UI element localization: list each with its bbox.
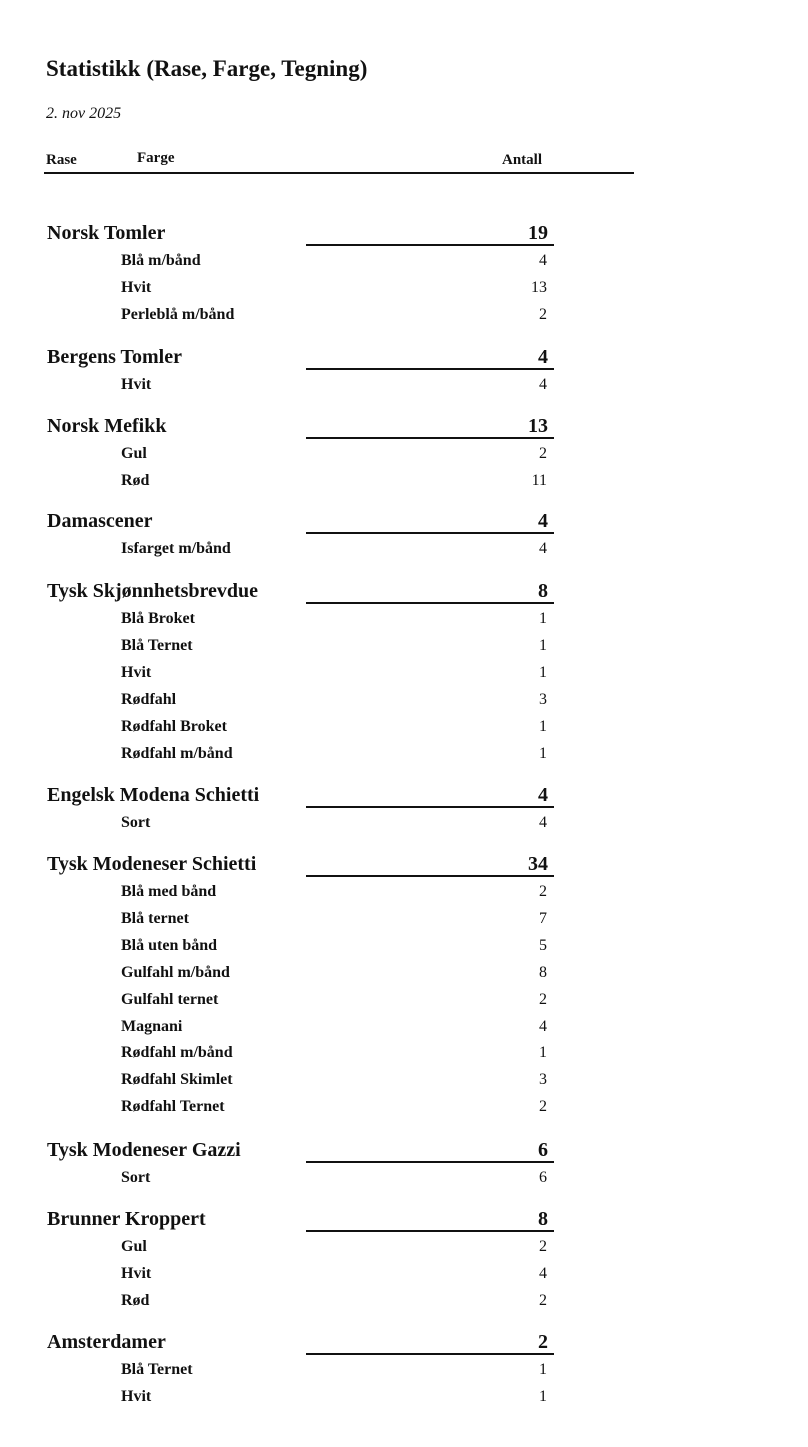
color-row bbox=[0, 376, 808, 398]
breed-row bbox=[0, 510, 808, 536]
breed-underline bbox=[306, 532, 554, 534]
color-name: Rødfahl Broket bbox=[121, 718, 227, 735]
color-count: 7 bbox=[539, 910, 547, 927]
column-header-farge: Farge bbox=[137, 150, 175, 166]
color-count: 2 bbox=[539, 1292, 547, 1309]
color-row bbox=[0, 1238, 808, 1260]
color-row bbox=[0, 1388, 808, 1410]
color-count: 1 bbox=[539, 610, 547, 627]
breed-name: Tysk Modeneser Gazzi bbox=[47, 1139, 241, 1161]
color-count: 13 bbox=[531, 279, 547, 296]
breed-total: 4 bbox=[538, 346, 548, 368]
page-title: Statistikk (Rase, Farge, Tegning) bbox=[46, 56, 368, 81]
color-name: Rødfahl Skimlet bbox=[121, 1071, 233, 1088]
column-header-rase: Rase bbox=[46, 152, 77, 168]
color-name: Rødfahl bbox=[121, 691, 177, 708]
color-count: 11 bbox=[531, 472, 547, 489]
color-count: 2 bbox=[539, 1098, 547, 1115]
breed-name: Amsterdamer bbox=[47, 1331, 166, 1353]
color-row bbox=[0, 1169, 808, 1191]
color-name: Rød bbox=[121, 472, 150, 489]
breed-row bbox=[0, 1208, 808, 1234]
color-row bbox=[0, 306, 808, 328]
color-row bbox=[0, 718, 808, 740]
color-row bbox=[0, 1098, 808, 1120]
color-count: 1 bbox=[539, 1361, 547, 1378]
breed-underline bbox=[306, 1230, 554, 1232]
color-count: 4 bbox=[539, 814, 547, 831]
color-name: Hvit bbox=[121, 664, 152, 681]
color-name: Rødfahl m/bånd bbox=[121, 745, 233, 762]
column-header-antall: Antall bbox=[502, 152, 543, 168]
color-count: 8 bbox=[539, 964, 547, 981]
breed-row bbox=[0, 222, 808, 248]
color-name: Blå med bånd bbox=[121, 883, 217, 900]
color-count: 4 bbox=[539, 252, 547, 269]
breed-total: 19 bbox=[528, 222, 548, 244]
breed-row bbox=[0, 853, 808, 879]
breed-underline bbox=[306, 368, 554, 370]
color-name: Blå ternet bbox=[121, 910, 189, 927]
color-row bbox=[0, 445, 808, 467]
color-row bbox=[0, 814, 808, 836]
color-row bbox=[0, 637, 808, 659]
color-name: Gulfahl ternet bbox=[121, 991, 219, 1008]
color-row bbox=[0, 279, 808, 301]
color-row bbox=[0, 937, 808, 959]
breed-row bbox=[0, 580, 808, 606]
color-row bbox=[0, 745, 808, 767]
color-row bbox=[0, 472, 808, 494]
breed-row bbox=[0, 415, 808, 441]
color-row bbox=[0, 964, 808, 986]
color-name: Gul bbox=[121, 445, 147, 462]
breed-underline bbox=[306, 244, 554, 246]
color-name: Blå m/bånd bbox=[121, 252, 201, 269]
color-row bbox=[0, 664, 808, 686]
color-count: 1 bbox=[539, 1388, 547, 1405]
color-count: 4 bbox=[539, 1018, 547, 1035]
color-count: 2 bbox=[539, 445, 547, 462]
color-name: Isfarget m/bånd bbox=[121, 540, 231, 557]
breed-name: Brunner Kroppert bbox=[47, 1208, 206, 1230]
color-row bbox=[0, 691, 808, 713]
color-count: 3 bbox=[539, 1071, 547, 1088]
color-row bbox=[0, 1361, 808, 1383]
color-row bbox=[0, 1044, 808, 1066]
color-row bbox=[0, 610, 808, 632]
color-row bbox=[0, 883, 808, 905]
color-row bbox=[0, 1265, 808, 1287]
breed-underline bbox=[306, 1353, 554, 1355]
color-name: Sort bbox=[121, 1169, 151, 1186]
breed-total: 6 bbox=[538, 1139, 548, 1161]
color-count: 1 bbox=[539, 745, 547, 762]
breed-total: 8 bbox=[538, 1208, 548, 1230]
color-row bbox=[0, 1292, 808, 1314]
breed-row bbox=[0, 346, 808, 372]
color-count: 2 bbox=[539, 306, 547, 323]
breed-underline bbox=[306, 806, 554, 808]
color-name: Rødfahl Ternet bbox=[121, 1098, 225, 1115]
breed-total: 34 bbox=[528, 853, 548, 875]
color-name: Rød bbox=[121, 1292, 150, 1309]
color-count: 2 bbox=[539, 991, 547, 1008]
breed-name: Damascener bbox=[47, 510, 153, 532]
color-name: Blå Ternet bbox=[121, 1361, 193, 1378]
color-row bbox=[0, 1018, 808, 1040]
color-row bbox=[0, 1071, 808, 1093]
color-count: 4 bbox=[539, 1265, 547, 1282]
color-count: 1 bbox=[539, 1044, 547, 1061]
color-name: Hvit bbox=[121, 1265, 152, 1282]
breed-total: 13 bbox=[528, 415, 548, 437]
breed-row bbox=[0, 1331, 808, 1357]
report-date: 2. nov 2025 bbox=[46, 105, 122, 122]
color-name: Blå uten bånd bbox=[121, 937, 218, 954]
color-name: Hvit bbox=[121, 279, 152, 296]
color-count: 2 bbox=[539, 1238, 547, 1255]
breed-underline bbox=[306, 1161, 554, 1163]
color-count: 1 bbox=[539, 664, 547, 681]
color-count: 3 bbox=[539, 691, 547, 708]
color-count: 4 bbox=[539, 540, 547, 557]
breed-underline bbox=[306, 602, 554, 604]
color-row bbox=[0, 991, 808, 1013]
color-name: Gulfahl m/bånd bbox=[121, 964, 230, 981]
color-row bbox=[0, 910, 808, 932]
color-name: Rødfahl m/bånd bbox=[121, 1044, 233, 1061]
color-count: 1 bbox=[539, 718, 547, 735]
breed-name: Tysk Skjønnhetsbrevdue bbox=[47, 580, 258, 602]
color-count: 4 bbox=[539, 376, 547, 393]
color-name: Sort bbox=[121, 814, 151, 831]
color-name: Blå Broket bbox=[121, 610, 195, 627]
color-name: Gul bbox=[121, 1238, 147, 1255]
breed-row bbox=[0, 784, 808, 810]
breed-name: Tysk Modeneser Schietti bbox=[47, 853, 257, 875]
color-row bbox=[0, 540, 808, 562]
color-name: Blå Ternet bbox=[121, 637, 193, 654]
breed-name: Bergens Tomler bbox=[47, 346, 182, 368]
color-name: Hvit bbox=[121, 1388, 152, 1405]
color-name: Perleblå m/bånd bbox=[121, 306, 235, 323]
breed-underline bbox=[306, 437, 554, 439]
breed-total: 2 bbox=[538, 1331, 548, 1353]
color-count: 5 bbox=[539, 937, 547, 954]
color-name: Magnani bbox=[121, 1018, 183, 1035]
header-divider bbox=[44, 172, 634, 174]
breed-total: 4 bbox=[538, 510, 548, 532]
breed-row bbox=[0, 1139, 808, 1165]
breed-name: Norsk Tomler bbox=[47, 222, 166, 244]
breed-underline bbox=[306, 875, 554, 877]
breed-name: Norsk Mefikk bbox=[47, 415, 167, 437]
color-name: Hvit bbox=[121, 376, 152, 393]
breed-name: Engelsk Modena Schietti bbox=[47, 784, 260, 806]
color-count: 1 bbox=[539, 637, 547, 654]
breed-total: 8 bbox=[538, 580, 548, 602]
breed-total: 4 bbox=[538, 784, 548, 806]
color-count: 2 bbox=[539, 883, 547, 900]
color-count: 6 bbox=[539, 1169, 547, 1186]
color-row bbox=[0, 252, 808, 274]
